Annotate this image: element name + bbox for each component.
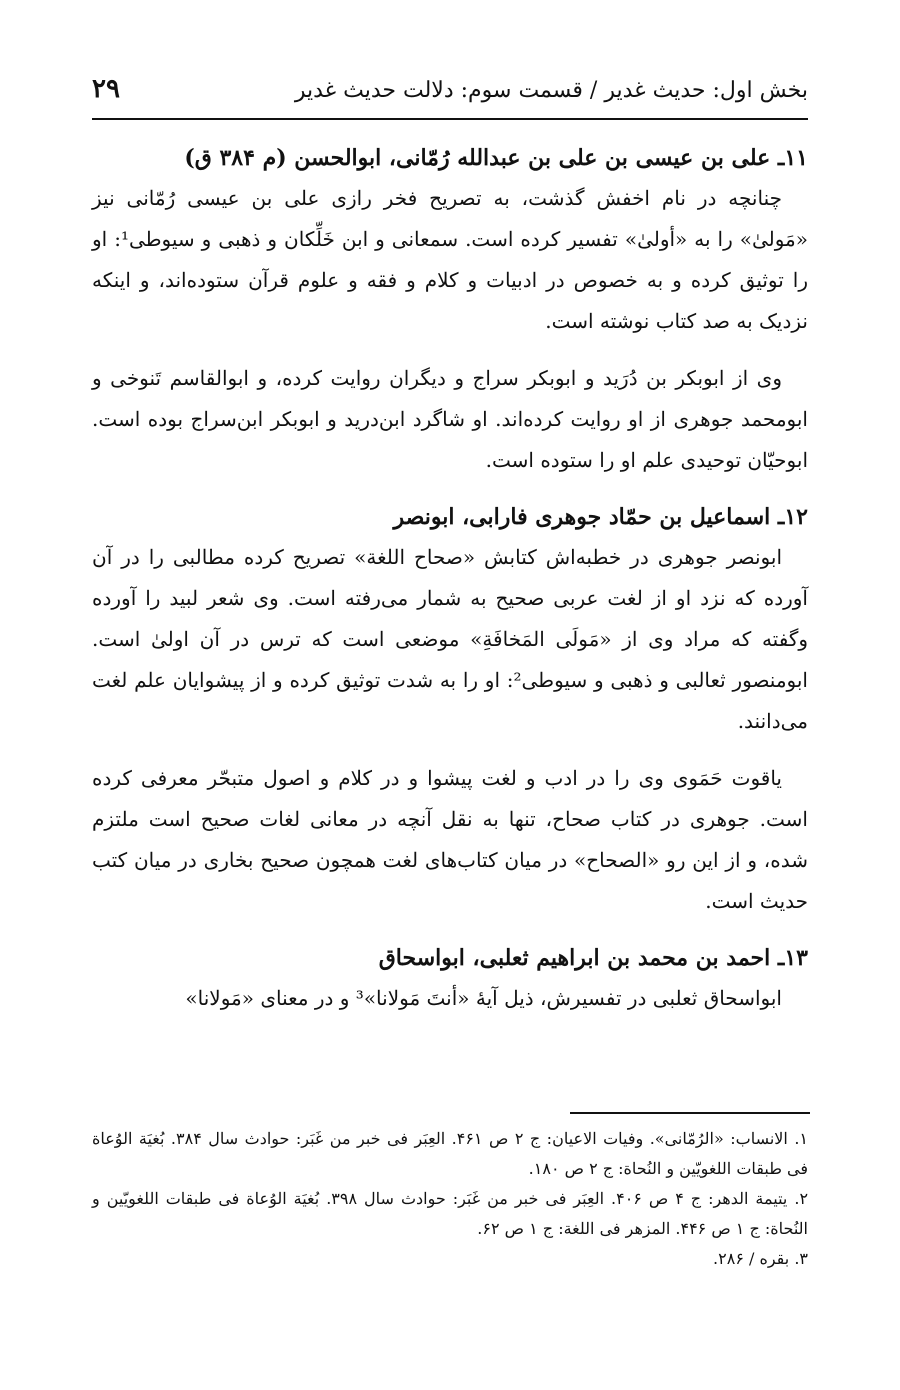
footnote-divider	[570, 1112, 810, 1114]
section-heading: ۱۳ـ احمد بن محمد بن ابراهیم ثعلبی، ابواسحاق	[378, 945, 808, 971]
paragraph: چنانچه در نام اخفش گذشت، به تصریح فخر رازی علی بن عیسی رُمّانی نیز «مَولیٰ» را به «أولیٰ» تفسیر کرده است. سمعانی و ابن خَلِّکان و ذهبی و سیوطی¹: او را توثیق کرده و به خصوص در ادبیات و کلام و فقه و علوم قرآن ستوده‌اند، و اینکه نزدیک به صد کتاب نوشته است.	[92, 186, 809, 333]
main-text	[92, 138, 808, 1035]
running-head: بخش اول: حدیث غدیر / قسمت سوم: دلالت حدیث غدیر	[294, 78, 808, 103]
paragraph: ابواسحاق ثعلبی در تفسیرش، ذیل آیهٔ «أنتَ مَولانا»³ و در معنای «مَولانا»	[185, 986, 782, 1010]
section-heading: ۱۱ـ علی بن عیسی بن علی بن عبدالله رُمّانی، ابوالحسن (م ۳۸۴ ق)	[184, 145, 808, 171]
section-heading: ۱۲ـ اسماعیل بن حمّاد جوهری فارابی، ابونصر	[393, 504, 808, 530]
page-header	[92, 72, 808, 120]
paragraph: یاقوت حَمَوی وی را در ادب و لغت پیشوا و در کلام و اصول متبحّر معرفی کرده است. جوهری در کتاب صحاح، تنها به نقل آنچه در معانی لغات صحیح است ملتزم شده، و از این رو «الصحاح» در میان کتاب‌های لغت همچون صحیح بخاری در میان کتب حدیث است.	[92, 766, 809, 913]
footnotes	[92, 1124, 808, 1274]
page-number: ۲۹	[92, 74, 120, 104]
footnote: ۳. بقره / ۲۸۶.	[713, 1249, 808, 1268]
footnote: ۲. یتیمة الدهر: ج ۴ ص ۴۰۶. العِبَر فی خبر من غَبَر: حوادث سال ۳۹۸. بُغیَة الوُعاة فی طبقات اللغویّین و النُحاة: ج ۱ ص ۴۴۶. المزهر فی اللغة: ج ۱ ص ۶۲.	[92, 1189, 809, 1238]
paragraph: ابونصر جوهری در خطبه‌اش کتابش «صحاح اللغة» تصریح کرده مطالبی را در آن آورده که نزد او از لغت عربی صحیح به شمار می‌رفته است. وی شعر لبید را آورده وگفته که مراد وی از «مَولَی المَخافَةِ» موضعی است که ترس در آن اولیٰ است. ابومنصور ثعالبی و ذهبی و سیوطی²: او را به شدت توثیق کرده و از پیشوایان علم لغت می‌دانند.	[92, 545, 808, 733]
footnote: ۱. الانساب: «الرُمّانی». وفیات الاعیان: ج ۲ ص ۴۶۱. العِبَر فی خبر من غَبَر: حوادث سال ۳۸۴. بُغیَة الوُعاة فی طبقات اللغویّین و النُحاة: ج ۲ ص ۱۸۰.	[92, 1129, 809, 1178]
paragraph: وی از ابوبکر بن دُرَید و ابوبکر سراج و دیگران روایت کرده، و ابوالقاسم تَنوخی و ابومحمد جوهری از او روایت کرده‌اند. او شاگرد ابن‌درید و ابوبکر ابن‌سراج بوده است. ابوحیّان توحیدی علم او را ستوده است.	[92, 366, 808, 472]
